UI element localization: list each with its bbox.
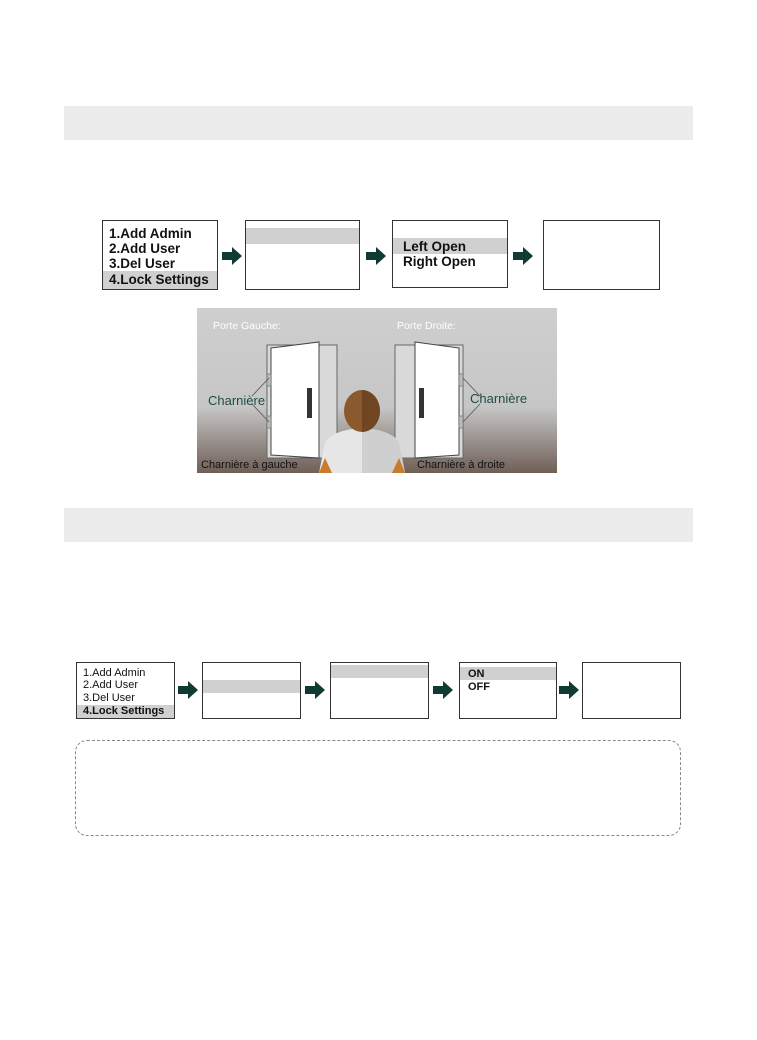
arrow-right-icon — [513, 247, 533, 265]
right-hinge-label: Charnière — [470, 391, 528, 406]
option-right-open: Right Open — [403, 254, 476, 269]
left-door-title: Porte Gauche: — [213, 320, 281, 332]
submenu-screen-2 — [330, 662, 429, 719]
arrow-right-icon — [433, 681, 453, 699]
arrow-right-icon — [559, 681, 579, 699]
arrow-right-icon — [305, 681, 325, 699]
main-menu-screen-2 — [76, 662, 175, 719]
option-left-open: Left Open — [403, 239, 466, 254]
menu-item-lock-settings: 4.Lock Settings — [109, 272, 209, 287]
note-box — [75, 740, 681, 836]
menu-item-del-user: 3.Del User — [109, 256, 176, 271]
right-hinge-caption: Charnière à droite — [417, 459, 506, 471]
menu-item-add-user: 2.Add User — [109, 241, 181, 256]
option-on: ON — [468, 668, 485, 680]
menu-item-add-user: 2.Add User — [83, 679, 139, 691]
menu-highlight — [203, 680, 300, 693]
lock-settings-screen-2 — [202, 662, 301, 719]
menu-item-add-admin: 1.Add Admin — [109, 226, 192, 241]
right-door-title: Porte Droite: — [397, 320, 456, 332]
section-header-band-1 — [64, 106, 693, 140]
arrow-right-icon — [222, 247, 242, 265]
open-direction-screen — [392, 220, 508, 288]
confirm-screen-2 — [582, 662, 681, 719]
menu-item-del-user: 3.Del User — [83, 692, 135, 704]
menu-item-add-admin: 1.Add Admin — [83, 667, 146, 679]
arrow-right-icon — [178, 681, 198, 699]
main-menu-screen-1 — [102, 220, 218, 290]
menu-item-lock-settings: 4.Lock Settings — [83, 705, 165, 717]
left-hinge-label: Charnière — [208, 393, 266, 408]
left-hinge-caption: Charnière à gauche — [201, 459, 298, 471]
option-off: OFF — [468, 681, 490, 693]
confirm-screen-1 — [543, 220, 660, 290]
door-hinge-illustration — [197, 308, 557, 473]
section-header-band-2 — [64, 508, 693, 542]
menu-highlight — [331, 665, 428, 678]
arrow-right-icon — [366, 247, 386, 265]
menu-highlight — [246, 228, 359, 244]
toggle-screen — [459, 662, 557, 719]
lock-settings-screen — [245, 220, 360, 290]
